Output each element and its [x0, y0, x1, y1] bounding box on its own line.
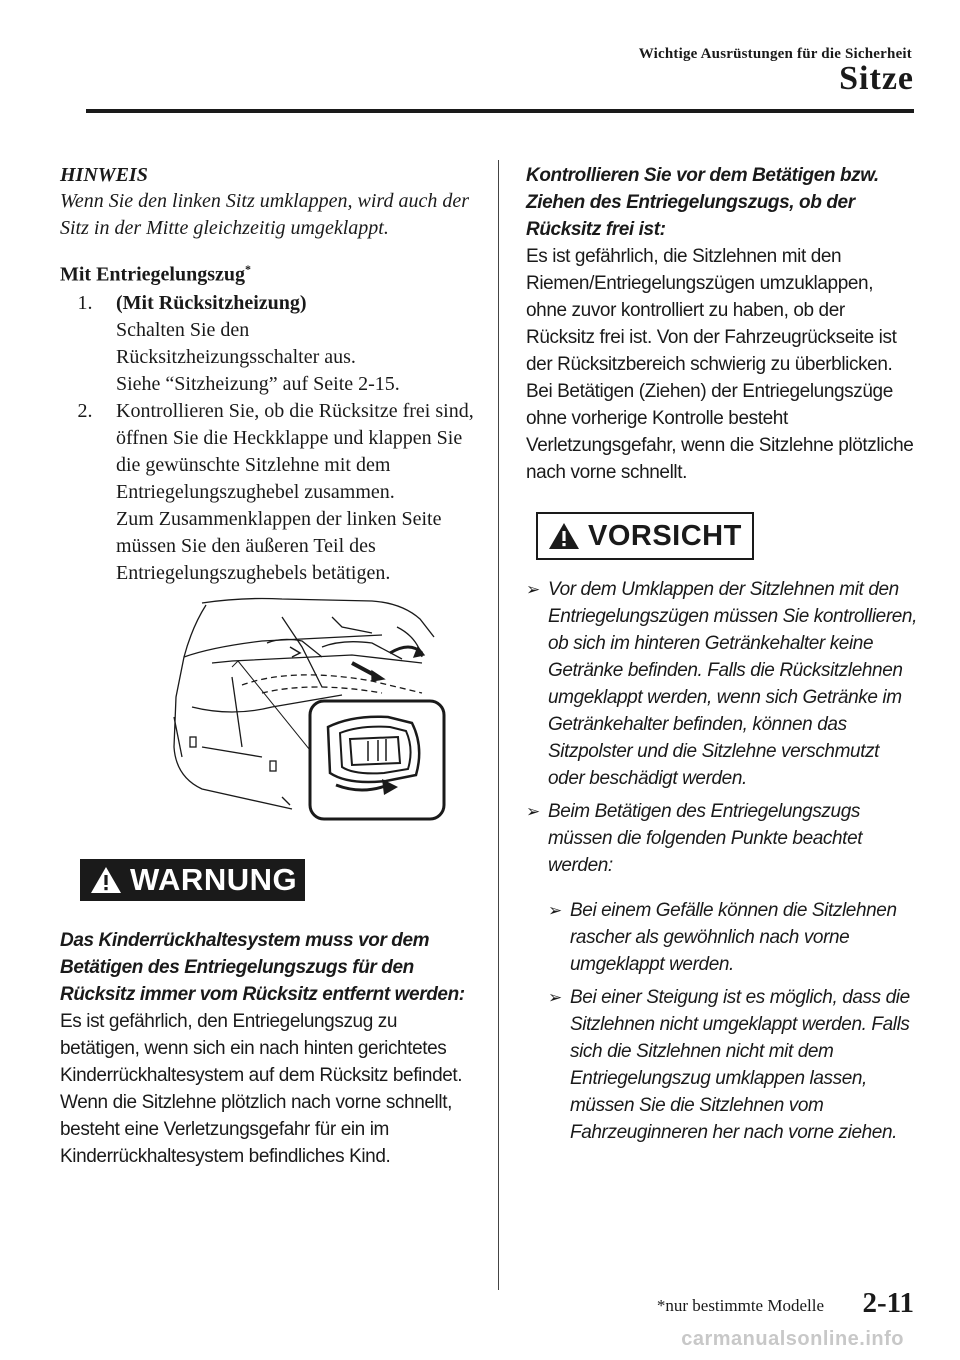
arrowhead-right-icon: ➢ [526, 802, 540, 821]
step-2 [60, 398, 478, 587]
note-heading: HINWEIS [60, 164, 148, 186]
caution-list [526, 576, 918, 1146]
right-column [526, 162, 918, 1146]
seat-release-illustration [172, 597, 490, 829]
step-number: 2. [77, 399, 93, 422]
step-2-text-2: Zum Zusammenklappen der linken Seite müssen Sie den äußeren Teil des Entriegelungszughebels betätigen. [116, 507, 442, 584]
step-1-line: Siehe “Sitzheizung” auf Seite 2-15. [116, 372, 400, 395]
step-1 [60, 290, 478, 398]
caution-bullet [526, 798, 918, 879]
column-divider [498, 160, 499, 1290]
seat-release-drawing [172, 597, 490, 829]
caution-bullet [526, 576, 918, 792]
note-text: Wenn Sie den linken Sitz umklappen, wird auch der Sitz in der Mitte gleichzeitig umgeklappt. [60, 190, 470, 239]
subsection-title-text: Mit Entriegelungszug [60, 263, 245, 286]
caution-subbullet-text: Bei einem Gefälle können die Sitzlehnen rascher als gewöhnlich nach vorne umgeklappt werden. [570, 900, 897, 975]
caution-label: VORSICHT [588, 519, 742, 552]
step-number: 1. [77, 291, 93, 314]
subsection-marker: * [245, 262, 251, 276]
warning-triangle-icon [90, 866, 122, 894]
step-1-heading: (Mit Rücksitzheizung) [116, 291, 307, 314]
arrowhead-right-icon: ➢ [548, 901, 562, 920]
warning2-text: Es ist gefährlich, die Sitzlehnen mit den Riemen/Entriegelungszügen umzuklappen, ohne zuvor kontrolliert zu haben, ob der Rücksitz frei ist. Von der Fahrzeugrückseite ist der Rücksitzbereich schwierig zu überblicken. Bei Betätigen (Ziehen) der Entriegelungszüge ohne vorherige Kontrolle besteht Verletzungsgefahr, wenn die Sitzlehne plötzliche nach vorne schnellt. [526, 246, 914, 483]
warning-text: Es ist gefährlich, den Entriegelungszug zu betätigen, wenn sich ein nach hinten gerichtetes Kinderrückhaltesystem auf dem Rücksitz befindet. Wenn die Sitzlehne plötzlich nach vorne schnellt, besteht eine Verletzungsgefahr für ein im Kinderrückhaltesystem befindliches Kind. [60, 1010, 463, 1167]
step-1-line: Rücksitzheizungsschalter aus. [116, 345, 356, 368]
watermark: carmanualsonline.info [681, 1328, 904, 1350]
warning-label-bar [80, 859, 305, 901]
section-title: Wichtige Ausrüstungen für die Sicherheit [638, 46, 912, 62]
warning-heading: Das Kinderrückhaltesystem muss vor dem Betätigen des Entriegelungszugs für den Rücksitz immer vom Rücksitz entfernt werden: [60, 929, 465, 1005]
arrowhead-right-icon: ➢ [526, 580, 540, 599]
step-2-text: Kontrollieren Sie, ob die Rücksitze frei sind, öffnen Sie die Heckklappe und klappen Sie die gewünschte Sitzlehne mit dem Entriegelungszughebel zusammen. [116, 399, 474, 503]
warning-triangle-icon [548, 522, 580, 550]
arrowhead-right-icon: ➢ [548, 988, 562, 1007]
caution-bullet-text: Vor dem Umklappen der Sitzlehnen mit den Entriegelungszügen müssen Sie kontrollieren, ob sich im hinteren Getränkehalter keine Getränke befinden. Falls die Rücksitzlehnen umgeklappt werden, wenn sich Getränke im Getränkehalter befinden, können das Sitzpolster und die Sitzlehne verschmutzt oder beschädigt werden. [548, 579, 917, 789]
step-1-line: Schalten Sie den [116, 318, 250, 341]
left-column [60, 162, 478, 1170]
page-number: 2-11 [862, 1287, 914, 1319]
caution-subbullet-text: Bei einer Steigung ist es möglich, dass die Sitzlehnen nicht umgeklappt werden. Falls sich die Sitzlehnen nicht mit dem Entriegelungszug umklappen lassen, müssen Sie die Sitzlehnen vom Fahrzeuginneren her nach vorne ziehen. [570, 987, 910, 1143]
footnote: *nur bestimmte Modelle [656, 1296, 824, 1315]
header-rule [86, 109, 914, 113]
caution-label-box [536, 512, 754, 560]
subsection-title [60, 256, 478, 288]
caution-bullet-text: Beim Betätigen des Entriegelungszugs müssen die folgenden Punkte beachtet werden: [548, 801, 863, 876]
warning2-heading: Kontrollieren Sie vor dem Betätigen bzw. Ziehen des Entriegelungszugs, ob der Rücksitz frei ist: [526, 165, 879, 240]
caution-subbullet [548, 984, 918, 1146]
caution-subbullet [548, 897, 918, 978]
page-title: Sitze [839, 60, 914, 97]
warning-label: WARNUNG [130, 861, 298, 897]
